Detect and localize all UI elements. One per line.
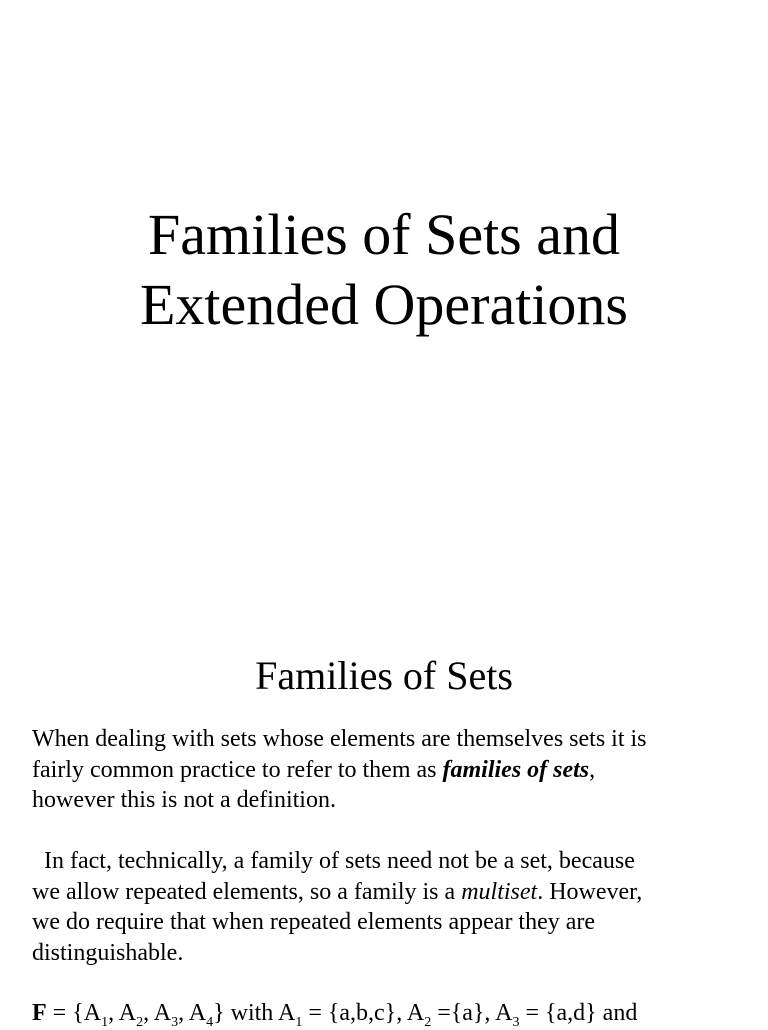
text-run: ={a}, A bbox=[431, 1000, 513, 1026]
slide-title bbox=[0, 200, 768, 340]
text-run: we allow repeated elements, so a family is a bbox=[32, 878, 462, 905]
text-run: = {a,d} and bbox=[519, 1000, 638, 1026]
text-run: , A bbox=[108, 1000, 137, 1026]
text-run: fairly common practice to refer to them as bbox=[32, 756, 443, 783]
text-line bbox=[32, 755, 742, 786]
subscript: 2 bbox=[136, 1014, 144, 1030]
italic-term: multiset bbox=[461, 878, 538, 905]
subscript: 1 bbox=[101, 1014, 109, 1030]
text-line bbox=[32, 877, 742, 908]
subscript: 4 bbox=[206, 1014, 214, 1030]
content-slide bbox=[0, 560, 768, 1030]
title-line-1: Families of Sets and bbox=[147, 202, 620, 267]
subscript: 3 bbox=[512, 1014, 520, 1030]
section-heading: Families of Sets bbox=[255, 653, 513, 698]
text-run: , bbox=[589, 756, 596, 783]
text-run: . However, bbox=[537, 878, 643, 905]
emphasized-term: families of sets bbox=[442, 756, 590, 783]
text-run: } with A bbox=[213, 1000, 296, 1026]
text-line: we do require that when repeated elements appear they are bbox=[32, 909, 596, 935]
subscript: 2 bbox=[424, 1014, 432, 1030]
text-run: , A bbox=[143, 1000, 172, 1026]
text-run: = {a,b,c}, A bbox=[302, 1000, 425, 1026]
text-line: distinguishable. bbox=[32, 939, 184, 966]
paragraph-multiset bbox=[32, 846, 742, 968]
text-run: , A bbox=[178, 1000, 207, 1026]
family-symbol: F bbox=[32, 1000, 47, 1026]
text-line: however this is not a definition. bbox=[32, 787, 336, 813]
title-line-2: Extended Operations bbox=[139, 272, 628, 337]
text-line: In fact, technically, a family of sets need not be a set, because bbox=[32, 848, 635, 874]
text-line: When dealing with sets whose elements are themselves sets it is bbox=[32, 726, 647, 752]
paragraph-families-definition bbox=[32, 724, 742, 816]
text-run: = {A bbox=[46, 1000, 102, 1026]
subscript: 3 bbox=[171, 1014, 179, 1030]
subscript: 1 bbox=[295, 1014, 303, 1030]
